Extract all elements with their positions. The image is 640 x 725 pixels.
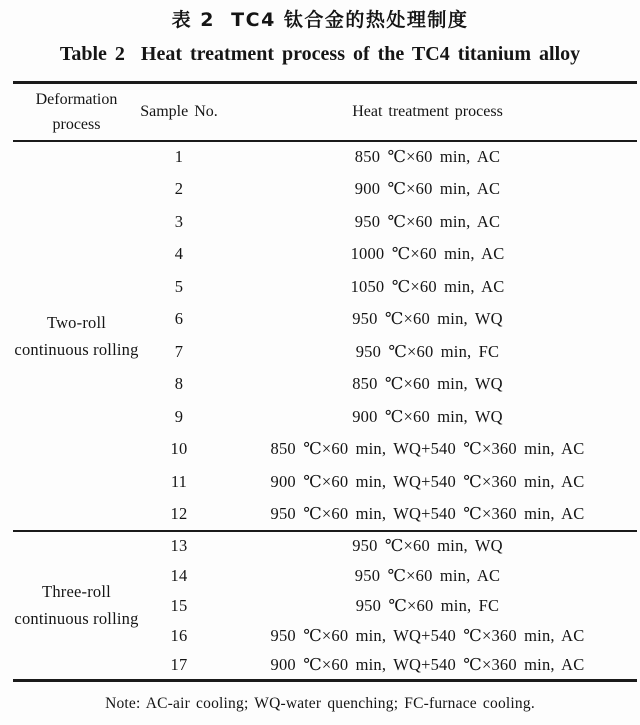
treatment-cell: 1000 ℃×60 min, AC [350,244,505,264]
treatment-cell: 900 ℃×60 min, AC [354,179,501,199]
sample-no-cell: 2 [174,179,184,199]
treatment-cell: 950 ℃×60 min, FC [355,595,500,615]
col-header-heat-treatment-process: Heat treatment process [218,83,637,141]
sample-no-cell: 5 [174,276,184,296]
treatment-cell: 950 ℃×60 min, AC [354,211,501,231]
sample-no-cell: 12 [170,503,188,523]
sample-no-cell: 14 [170,565,188,585]
col-header-deformation-process: Deformation process [13,83,140,141]
treatment-cell: 950 ℃×60 min, AC [354,565,501,585]
table-title-chinese: 表 2 TC4 钛合金的热处理制度 [171,9,469,31]
sample-no-cell: 17 [170,654,188,674]
table-title-english: Table 2 Heat treatment process of the TC4 titanium alloy [59,43,581,65]
sample-no-cell: 16 [170,625,188,645]
treatment-cell: 950 ℃×60 min, WQ+540 ℃×360 min, AC [270,503,585,523]
table-header-row [13,83,637,141]
treatment-cell: 1050 ℃×60 min, AC [350,276,505,296]
treatment-cell: 950 ℃×60 min, WQ [218,531,637,561]
sample-no-cell: 10 [170,439,188,459]
col-header-sample-no: Sample No. [140,83,218,141]
treatment-cell: 950 ℃×60 min, FC [355,341,500,361]
group-two-roll-rows [13,141,637,531]
sample-no-cell: 8 [174,374,184,394]
treatment-cell: 850 ℃×60 min, WQ [352,374,503,394]
treatment-cell: 950 ℃×60 min, WQ [352,309,503,329]
treatment-cell: 900 ℃×60 min, WQ+540 ℃×360 min, AC [270,654,585,674]
group-label-three-roll: Three-roll continuous rolling [13,531,140,681]
treatment-cell: 850 ℃×60 min, AC [354,147,501,167]
treatment-cell: 900 ℃×60 min, WQ [352,406,503,426]
heat-treatment-table [13,81,637,682]
table-footnote: Note: AC-air cooling; WQ-water quenching; FC-furnace cooling. [105,695,535,712]
table-row [13,141,637,174]
sample-no-cell: 4 [174,244,184,264]
table-row [13,531,637,561]
sample-no-cell: 13 [140,531,218,561]
treatment-cell: 850 ℃×60 min, WQ+540 ℃×360 min, AC [270,439,585,459]
sample-no-cell: 1 [174,147,184,167]
sample-no-cell: 11 [170,471,188,491]
group-three-roll-rows [13,531,637,681]
sample-no-cell: 15 [170,595,188,615]
treatment-cell: 950 ℃×60 min, WQ+540 ℃×360 min, AC [270,625,585,645]
sample-no-cell: 3 [174,211,184,231]
sample-no-cell: 9 [174,406,184,426]
sample-no-cell: 6 [174,309,184,329]
group-label-two-roll: Two-roll continuous rolling [14,312,139,359]
treatment-cell: 900 ℃×60 min, WQ+540 ℃×360 min, AC [270,471,585,491]
sample-no-cell: 7 [174,341,184,361]
